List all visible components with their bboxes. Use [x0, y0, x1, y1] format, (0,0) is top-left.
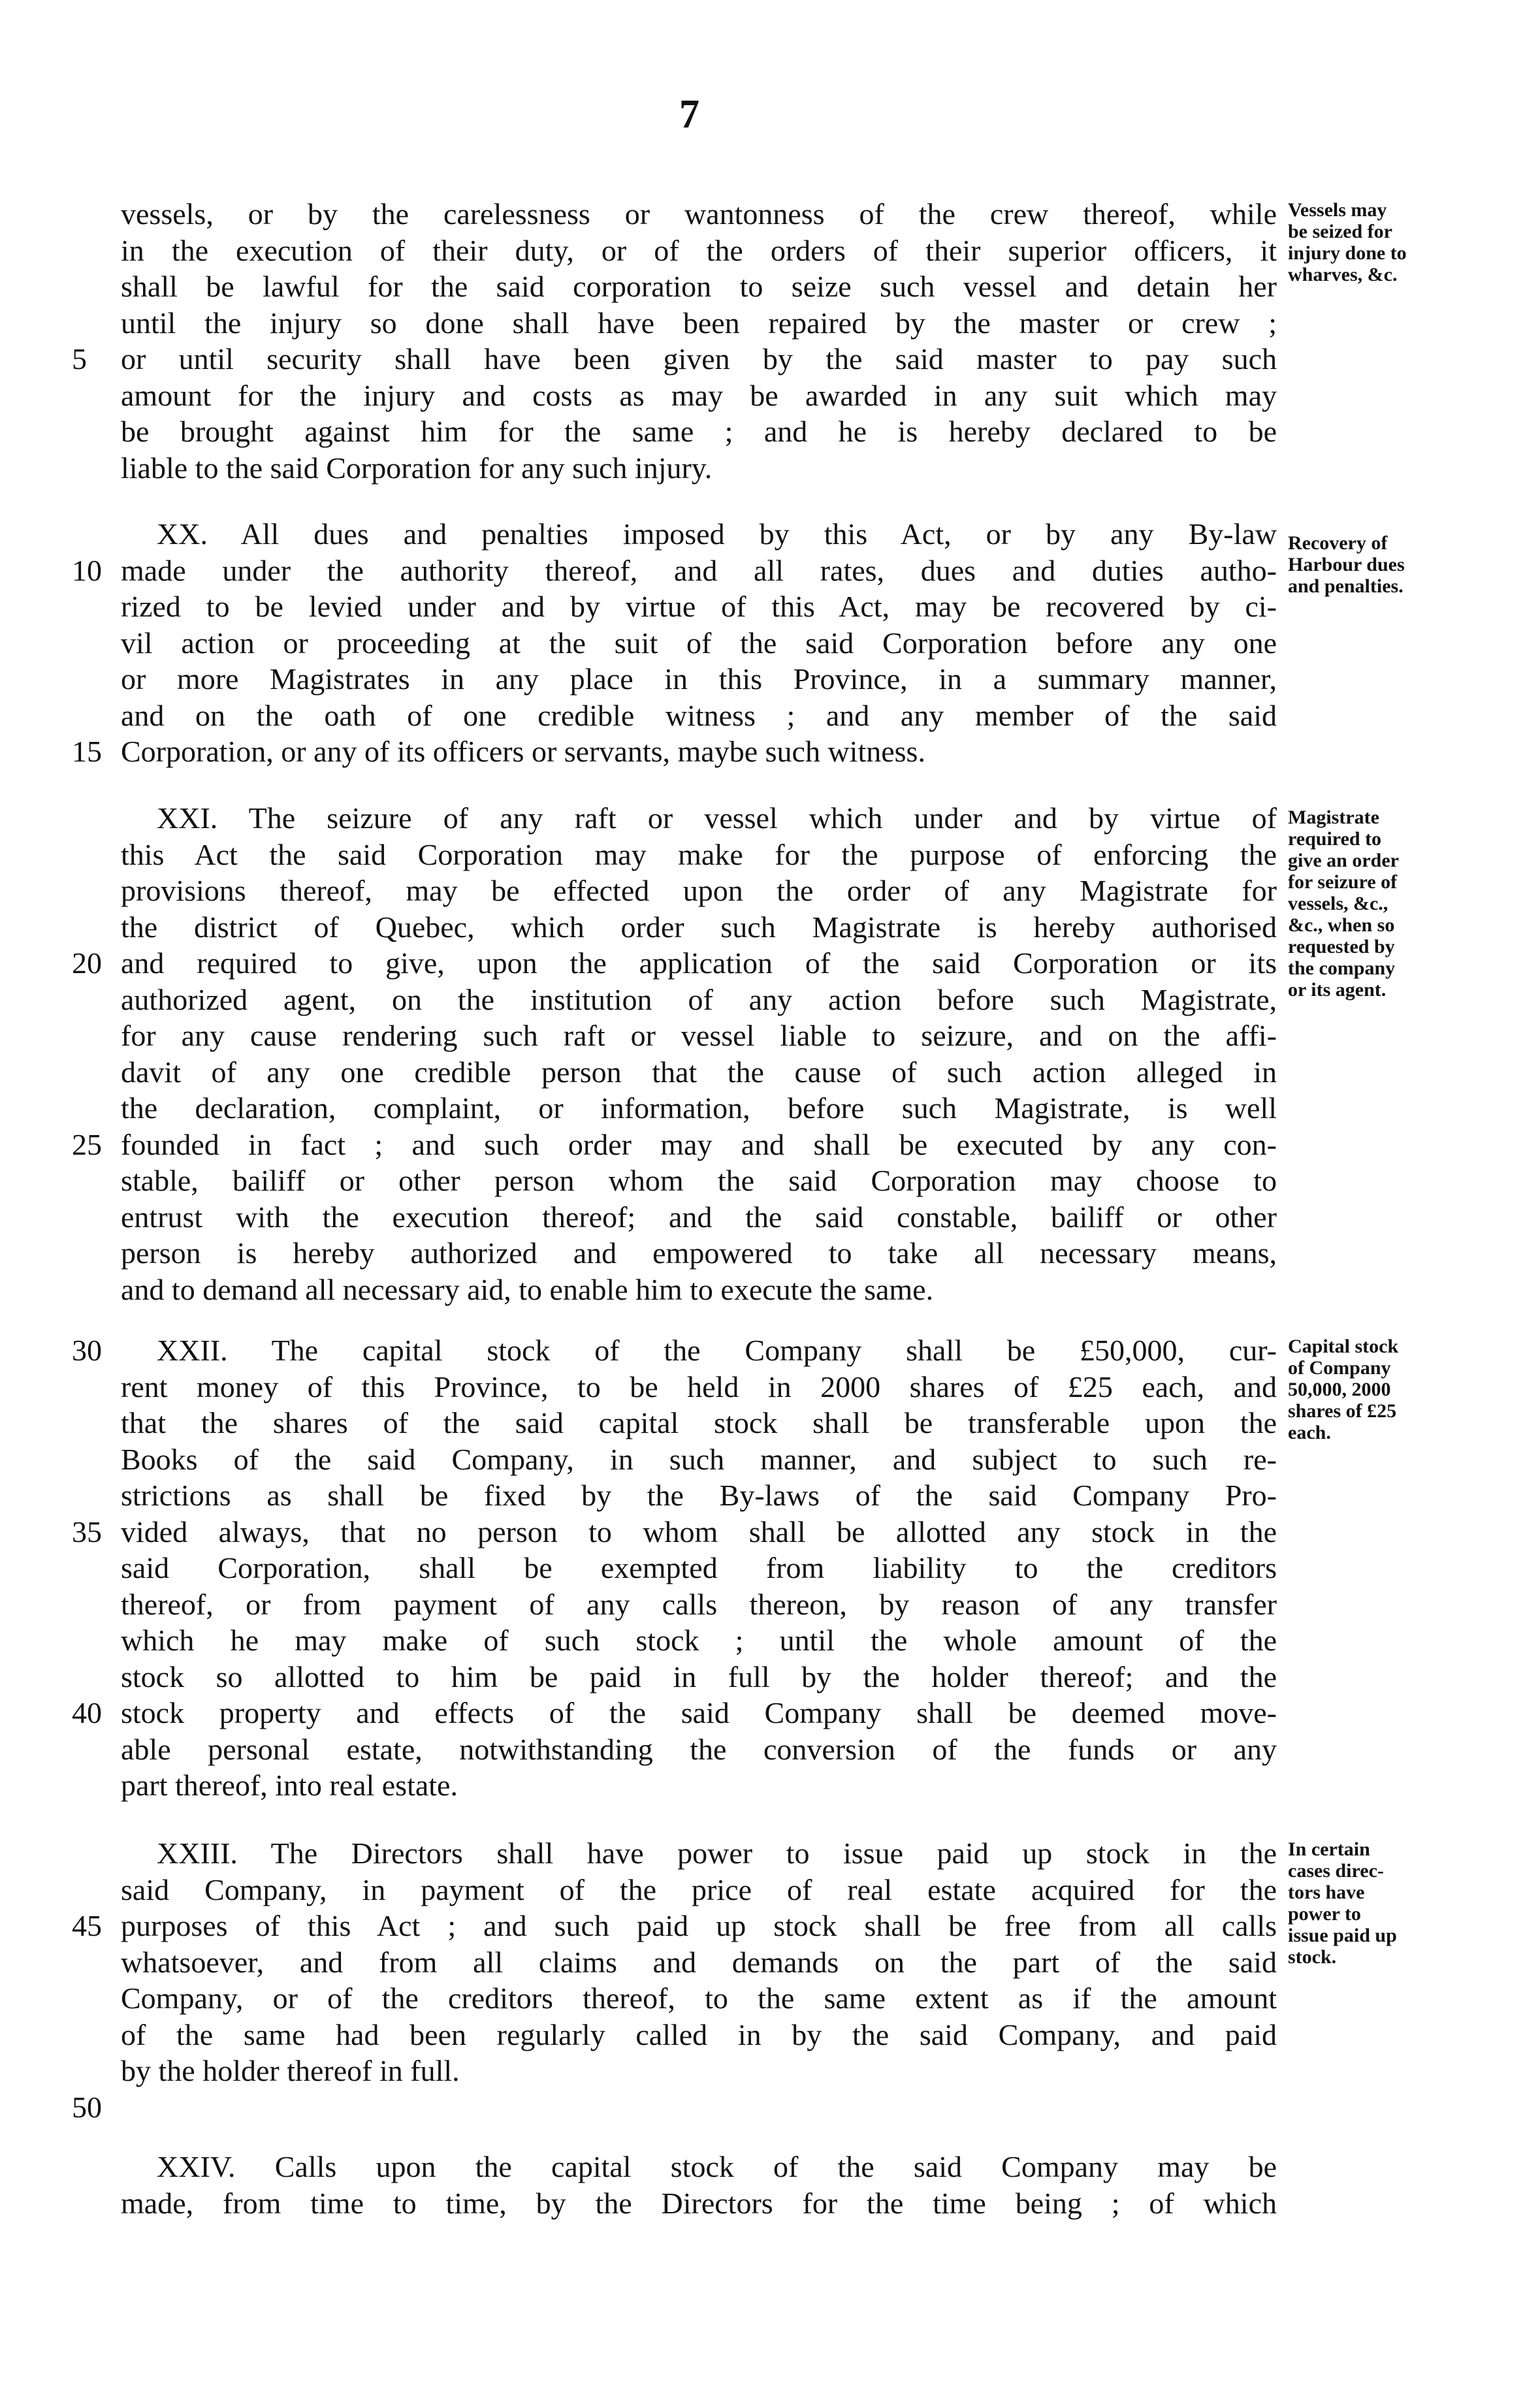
text-line: stock property and effects of the said Company shall be deemed move- [121, 1696, 1277, 1729]
text-line: which he may make of such stock ; until the whole amount of the [121, 1624, 1277, 1657]
line-number: 30 [72, 1334, 102, 1367]
text-line: amount for the injury and costs as may be awarded in any suit which may [121, 378, 1277, 412]
text-line: said Company, in payment of the price of real estate acquired for the [121, 1872, 1277, 1906]
line-number: 25 [72, 1127, 102, 1161]
line-number: 50 [72, 2090, 102, 2124]
line-number: 35 [72, 1515, 102, 1548]
text-line: Company, or of the creditors thereof, to the same extent as if the amount [121, 1981, 1277, 2015]
line-number: 10 [72, 553, 102, 587]
text-line: by the holder thereof in full. [121, 2054, 460, 2087]
text-line: rized to be levied under and by virtue of this Act, may be recovered by ci- [121, 590, 1277, 623]
section-xxiv [121, 2149, 1277, 2221]
text-line: stock so allotted to him be paid in full by the holder thereof; and the [121, 1660, 1277, 1693]
section-xx [72, 516, 1277, 770]
text-line: founded in fact ; and such order may and shall be executed by any con- [121, 1127, 1277, 1161]
section-xxi [72, 800, 1277, 1307]
text-line: vil action or proceeding at the suit of the said Corporation before any one [121, 626, 1277, 660]
text-line: the declaration, complaint, or information, before such Magistrate, is well [121, 1091, 1277, 1125]
text-line: made under the authority thereof, and all rates, dues and duties autho- [121, 553, 1277, 587]
text-line: or more Magistrates in any place in this Province, in a summary manner, [121, 662, 1277, 696]
text-line: XX. All dues and penalties imposed by this Act, or by any By-law [157, 517, 1277, 551]
text-line: or until security shall have been given by the said master to pay such [121, 342, 1277, 376]
text-line: until the injury so done shall have been repaired by the master or crew ; [121, 306, 1277, 340]
text-line: purposes of this Act ; and such paid up stock shall be free from all calls [121, 1909, 1277, 1942]
text-line: authorized agent, on the institution of any action before such Magistrate, [121, 982, 1277, 1016]
text-line: for any cause rendering such raft or vessel liable to seizure, and on the affi- [121, 1019, 1277, 1052]
text-line: entrust with the execution thereof; and the said constable, bailiff or other [121, 1200, 1277, 1234]
text-line: that the shares of the said capital stock shall be transferable upon the [121, 1406, 1277, 1439]
margin-note-vessels-seized: Vessels may be seized for injury done to wharves, &c. [1288, 199, 1407, 285]
text-line: made, from time to time, by the Directors for the time being ; of which [121, 2186, 1277, 2220]
text-line: vided always, that no person to whom shall be allotted any stock in the [121, 1515, 1277, 1548]
section-continuation [72, 196, 1277, 486]
line-number: 15 [72, 735, 102, 768]
margin-note-magistrate-order: Magistrate required to give an order for seizure of vessels, &c., &c., when so requested by the company or its agent. [1288, 807, 1399, 1001]
margin-note-capital-stock: Capital stock of Company 50,000, 2000 shares of £25 each. [1288, 1336, 1399, 1443]
text-line: provisions thereof, may be effected upon the order of any Magistrate for [121, 874, 1277, 907]
line-number: 5 [72, 342, 87, 376]
text-line: this Act the said Corporation may make for the purpose of enforcing the [121, 837, 1277, 871]
text-line: XXII. The capital stock of the Company shall be £50,000, cur- [157, 1334, 1277, 1367]
line-number: 45 [72, 1909, 102, 1942]
text-line: XXI. The seizure of any raft or vessel which under and by virtue of [157, 801, 1277, 835]
text-line: and to demand all necessary aid, to enable him to execute the same. [121, 1272, 934, 1306]
page-number: 7 [679, 92, 699, 136]
text-line: of the same had been regularly called in by the said Company, and paid [121, 2017, 1277, 2051]
text-line: and on the oath of one credible witness ; and any member of the said [121, 698, 1277, 732]
text-line: Books of the said Company, in such manner, and subject to such re- [121, 1442, 1277, 1476]
text-line: person is hereby authorized and empowered to take all necessary means, [121, 1236, 1277, 1270]
text-line: XXIII. The Directors shall have power to issue paid up stock in the [157, 1837, 1277, 1870]
text-line: be brought against him for the same ; and he is hereby declared to be [121, 415, 1277, 448]
text-line: in the execution of their duty, or of the orders of their superior officers, it [121, 233, 1277, 267]
text-line: stable, bailiff or other person whom the said Corporation may choose to [121, 1164, 1277, 1197]
text-line: able personal estate, notwithstanding the conversion of the funds or any [121, 1732, 1277, 1766]
section-xxii [72, 1332, 1277, 1804]
text-line: rent money of this Province, to be held in 2000 shares of £25 each, and [121, 1370, 1277, 1404]
text-line: Corporation, or any of its officers or servants, maybe such witness. [121, 735, 925, 768]
margin-note-paid-up-stock: In certain cases direc- tors have power to issue paid up stock. [1288, 1838, 1397, 1968]
margin-note-recovery-dues: Recovery of Harbour dues and penalties. [1288, 532, 1405, 597]
line-number: 20 [72, 946, 102, 980]
text-line: part thereof, into real estate. [121, 1769, 458, 1802]
text-line: vessels, or by the carelessness or wantonness of the crew thereof, while [121, 197, 1277, 231]
text-line: and required to give, upon the application of the said Corporation or its [121, 946, 1277, 980]
text-line: davit of any one credible person that the cause of such action alleged in [121, 1055, 1277, 1089]
text-line: whatsoever, and from all claims and demands on the part of the said [121, 1945, 1277, 1979]
text-line: shall be lawful for the said corporation to seize such vessel and detain her [121, 270, 1277, 303]
text-line: liable to the said Corporation for any such injury. [121, 451, 713, 485]
text-line: XXIV. Calls upon the capital stock of the said Company may be [157, 2150, 1277, 2183]
text-line: the district of Quebec, which order such Magistrate is hereby authorised [121, 910, 1277, 944]
section-xxiii [72, 1835, 1277, 2124]
text-line: thereof, or from payment of any calls thereon, by reason of any transfer [121, 1587, 1277, 1621]
text-line: strictions as shall be fixed by the By-laws of the said Company Pro- [121, 1479, 1277, 1512]
line-number: 40 [72, 1696, 102, 1729]
text-line: said Corporation, shall be exempted from liability to the creditors [121, 1551, 1277, 1584]
